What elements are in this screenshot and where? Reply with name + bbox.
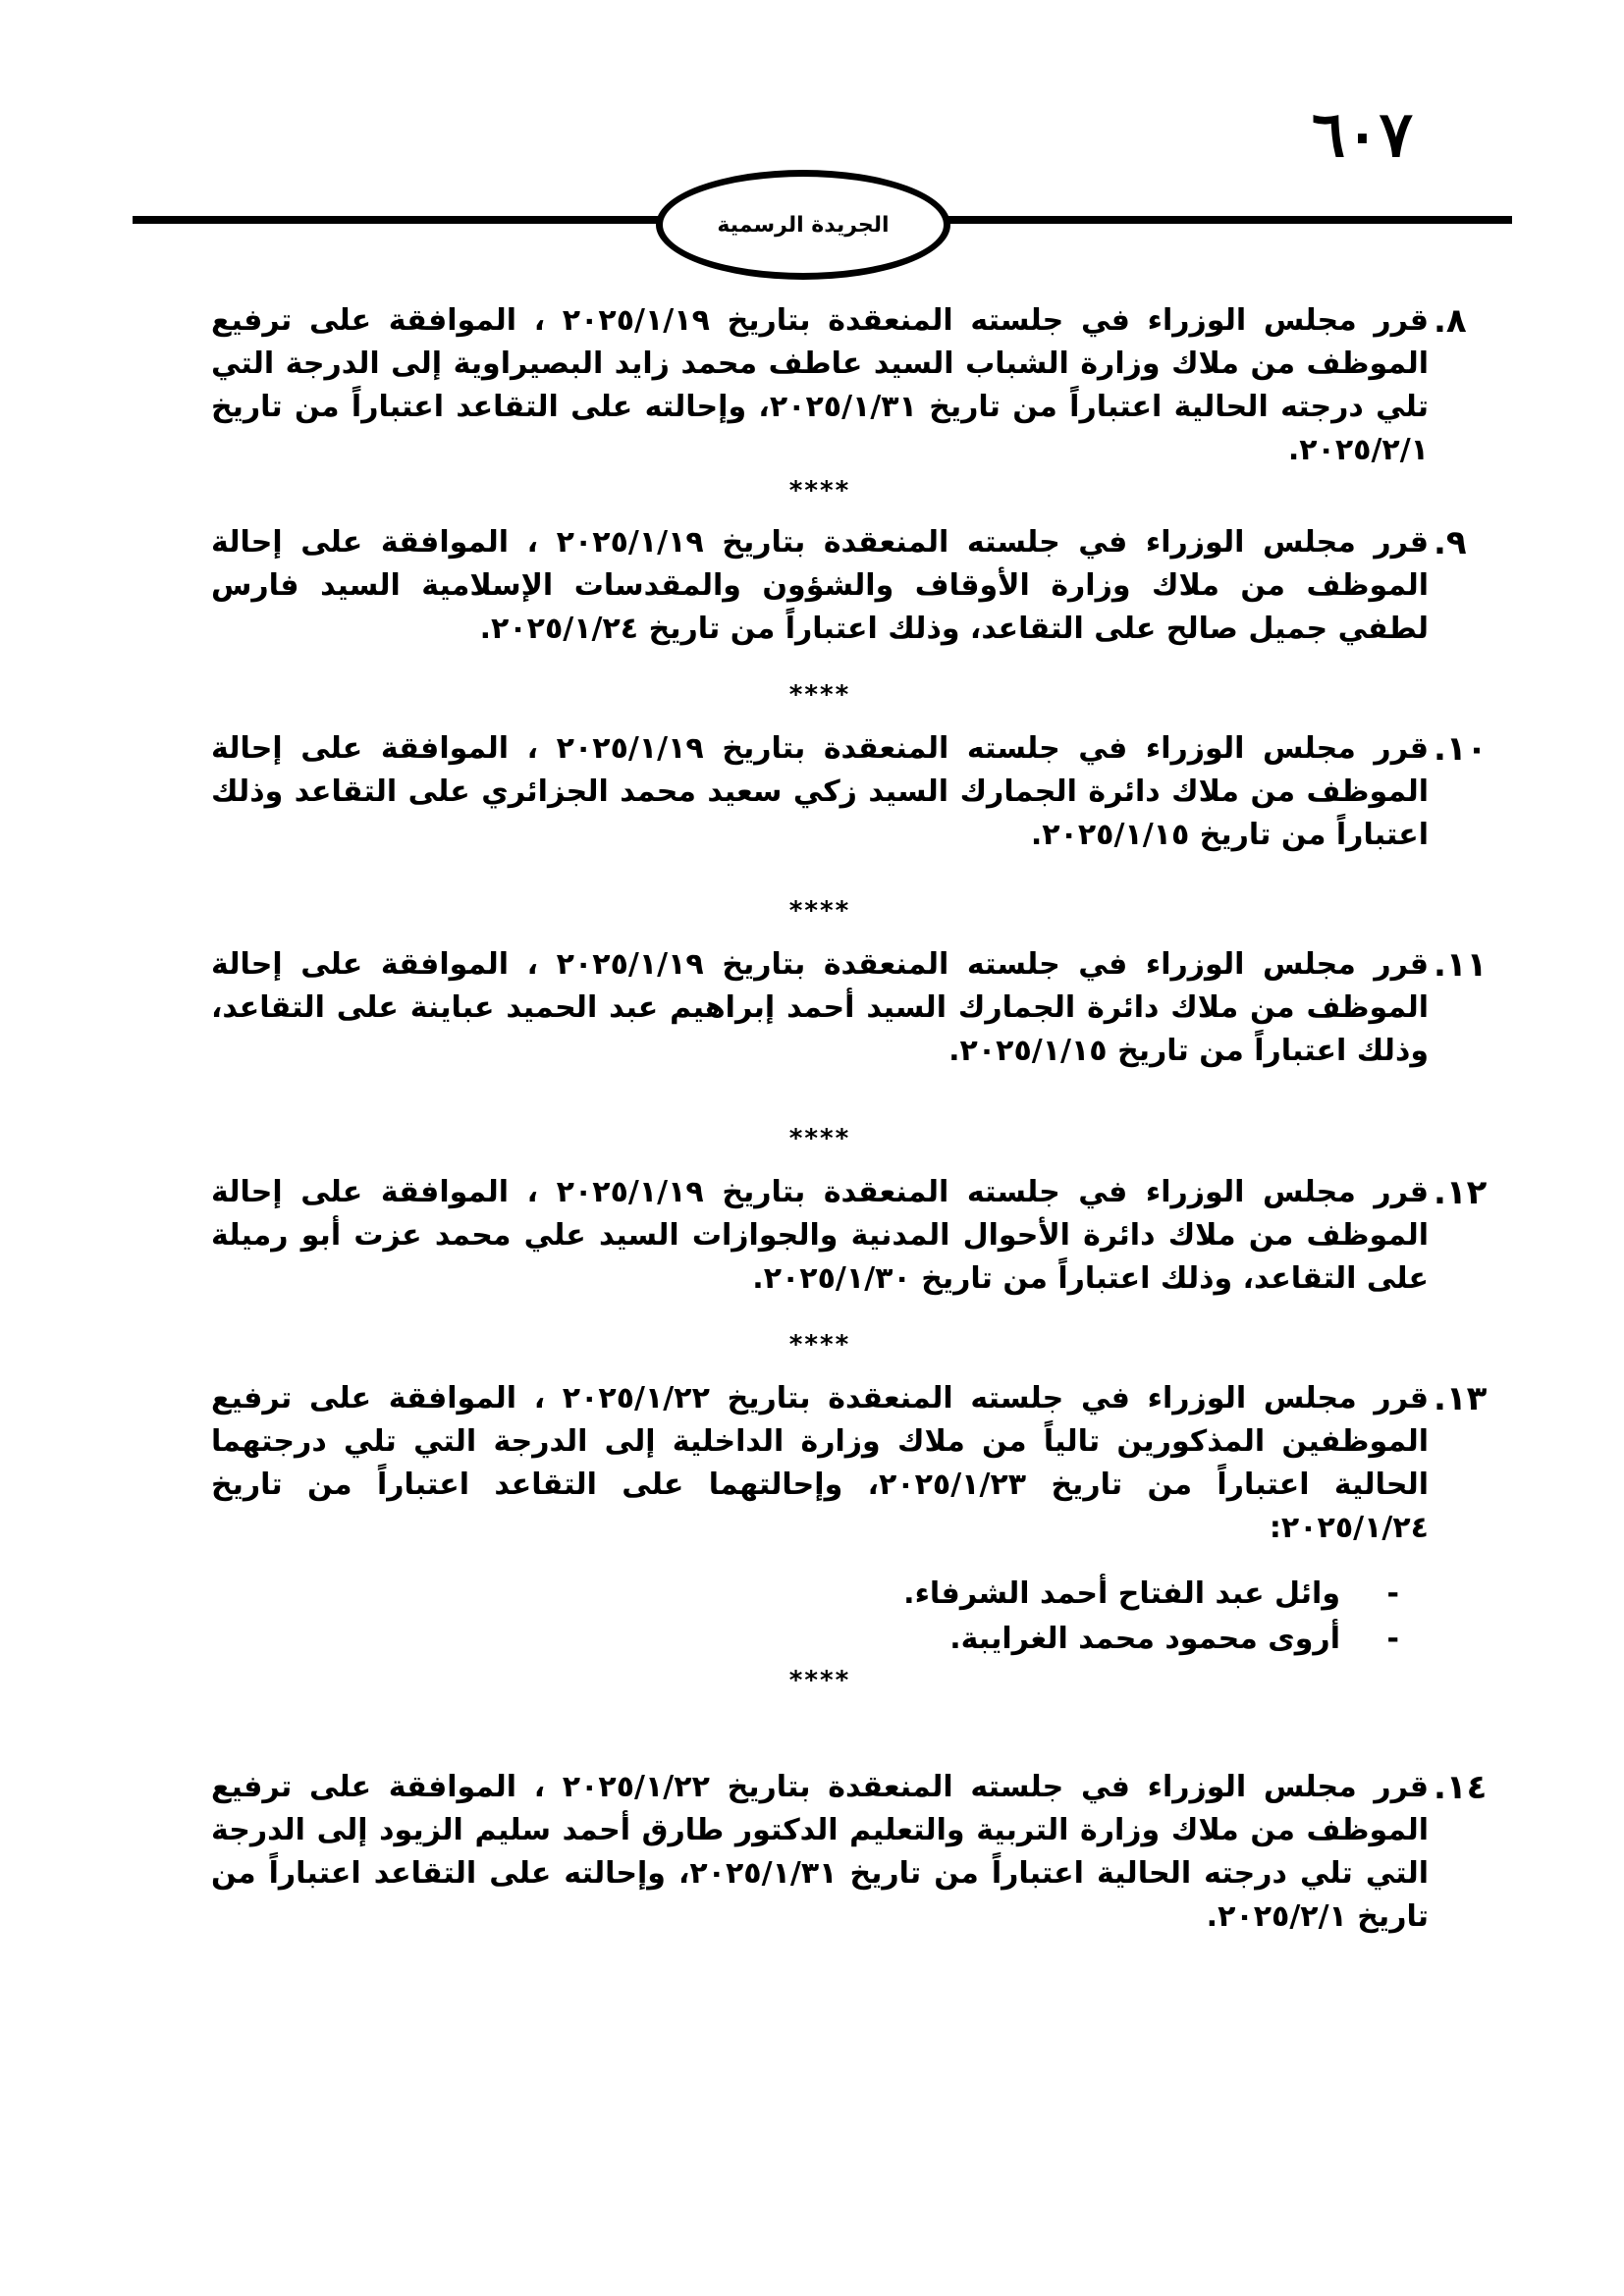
separator: **** bbox=[788, 1666, 851, 1695]
decision-item bbox=[211, 1171, 1488, 1301]
employee-names-list bbox=[211, 1572, 1429, 1662]
decision-number: ١٠. bbox=[1434, 729, 1488, 769]
decision-item bbox=[211, 943, 1488, 1073]
decision-text: قرر مجلس الوزراء في جلسته المنعقدة بتاريخ ٢٠٢٥/١/١٩ ، الموافقة على إحالة الموظف من ملاك دائرة الجمارك السيد أحمد إبراهيم عبد الحميد عباينة على التقاعد، وذلك اعتباراً من تاريخ ٢٠٢٥/١/١٥. bbox=[211, 947, 1429, 1068]
decision-text: قرر مجلس الوزراء في جلسته المنعقدة بتاريخ ٢٠٢٥/١/١٩ ، الموافقة على إحالة الموظف من ملاك دائرة الجمارك السيد زكي سعيد محمد الجزائري على التقاعد وذلك اعتباراً من تاريخ ٢٠٢٥/١/١٥. bbox=[211, 731, 1429, 852]
employee-name: أروى محمود محمد الغرايبة. bbox=[949, 1622, 1340, 1656]
decision-number: ١٢. bbox=[1434, 1173, 1488, 1212]
decision-item bbox=[211, 299, 1467, 472]
separator: **** bbox=[788, 896, 851, 926]
separator: **** bbox=[788, 1124, 851, 1153]
decision-item bbox=[211, 521, 1467, 651]
decision-number: ١١. bbox=[1434, 945, 1488, 985]
decision-item bbox=[211, 1377, 1488, 1662]
page-number: ٦٠٧ bbox=[1311, 98, 1413, 172]
decision-item bbox=[211, 1766, 1488, 1939]
separator: **** bbox=[788, 476, 851, 506]
separator: **** bbox=[788, 680, 851, 710]
employee-name: وائل عبد الفتاح أحمد الشرفاء. bbox=[903, 1576, 1340, 1611]
decision-number: ١٣. bbox=[1434, 1379, 1488, 1418]
decision-number: ١٤. bbox=[1434, 1768, 1488, 1807]
decision-text: قرر مجلس الوزراء في جلسته المنعقدة بتاريخ ٢٠٢٥/١/١٩ ، الموافقة على إحالة الموظف من ملاك دائرة الأحوال المدنية والجوازات السيد علي محمد عزت أبو رميلة على التقاعد، وذلك اعتباراً من تاريخ ٢٠٢٥/١/٣٠. bbox=[211, 1175, 1429, 1296]
publication-title: الجريدة الرسمية bbox=[717, 212, 890, 238]
publication-title-oval bbox=[656, 170, 950, 280]
employee-name-item: -أروى محمود محمد الغرايبة. bbox=[949, 1622, 1399, 1656]
decision-item bbox=[211, 727, 1488, 857]
decision-text: قرر مجلس الوزراء في جلسته المنعقدة بتاريخ ٢٠٢٥/١/١٩ ، الموافقة على إحالة الموظف من ملاك وزارة الأوقاف والشؤون والمقدسات الإسلامية السيد فارس لطفي جميل صالح على التقاعد، وذلك اعتباراً من تاريخ ٢٠٢٥/١/٢٤. bbox=[211, 525, 1429, 646]
decisions-list bbox=[211, 299, 1488, 1939]
decision-text: قرر مجلس الوزراء في جلسته المنعقدة بتاريخ ٢٠٢٥/١/١٩ ، الموافقة على ترفيع الموظف من ملاك وزارة الشباب السيد عاطف محمد زايد البصيراوية إلى الدرجة التي تلي درجته الحالية اعتباراً من تاريخ ٢٠٢٥/١/٣١، وإحالته على التقاعد اعتباراً من تاريخ ٢٠٢٥/٢/١. bbox=[211, 303, 1429, 467]
decision-text: قرر مجلس الوزراء في جلسته المنعقدة بتاريخ ٢٠٢٥/١/٢٢ ، الموافقة على ترفيع الموظف من ملاك وزارة التربية والتعليم الدكتور طارق أحمد سليم الزيود إلى الدرجة التي تلي درجته الحالية اعتباراً من تاريخ ٢٠٢٥/١/٣١، وإحالته على التقاعد اعتباراً من تاريخ ٢٠٢٥/٢/١. bbox=[211, 1770, 1429, 1934]
decision-number: ٨. bbox=[1434, 301, 1467, 341]
decision-text: قرر مجلس الوزراء في جلسته المنعقدة بتاريخ ٢٠٢٥/١/٢٢ ، الموافقة على ترفيع الموظفين المذكورين تالياً من ملاك وزارة الداخلية إلى الدرجة التي تلي درجتهما الحالية اعتباراً من تاريخ ٢٠٢٥/١/٢٣، وإحالتهما على التقاعد اعتباراً من تاريخ ٢٠٢٥/١/٢٤: bbox=[211, 1381, 1429, 1545]
separator: **** bbox=[788, 1330, 851, 1360]
employee-name-item: -وائل عبد الفتاح أحمد الشرفاء. bbox=[903, 1576, 1399, 1611]
decision-number: ٩. bbox=[1434, 523, 1467, 562]
